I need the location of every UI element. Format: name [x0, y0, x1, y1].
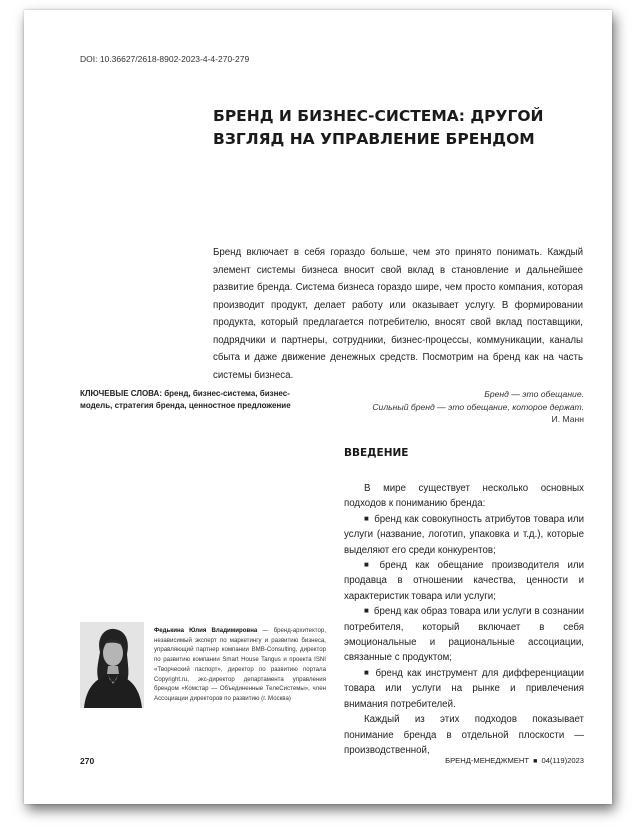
bullet-item: ■ бренд как образ товара или услуги в сознании потребителя, который включает в себя эмоциональные и рациональные ассоциации, связанные с продуктом; — [344, 604, 584, 666]
epigraph — [346, 388, 584, 426]
author-photo — [80, 622, 144, 708]
author-description: — бренд-архитектор, независимый эксперт по маркетингу и развитию бизнеса, управляющий партнер компании BMB-Consulting, директор по развитию компании Smart House Tangus и проекта ISNI «Творческий паспорт», директор по развитию портала Copyright.ru, экс-директор департамента управления брендом «Комстар — Объединенные ТелеСистемы», член Ассоциации директоров по развитию (г. Москва) — [154, 627, 326, 702]
author-portrait-image — [80, 622, 144, 708]
abstract: Бренд включает в себя гораздо больше, чем это принято понимать. Каждый элемент системы бизнеса вносит свой вклад в становление и дальнейшее развитие бренда. Система бизнеса гораздо шире, чем просто компания, которая производит продукт, делает работу или оказывает услугу. В формировании продукта, который предлагается потребителю, вносят свой вклад поставщики, подрядчики и партнеры, сотрудники, бизнес-процессы, коммуникации, каналы сбыта и даже движение денежных средств. Посмотрим на бренд как на часть системы бизнеса. — [213, 247, 583, 381]
article-title: БРЕНД И БИЗНЕС-СИСТЕМА: ДРУГОЙ ВЗГЛЯД НА УПРАВЛЕНИЕ БРЕНДОМ — [213, 107, 544, 148]
journal-issue: 04(119)2023 — [541, 756, 584, 765]
square-separator-icon: ■ — [533, 758, 538, 765]
body-text — [344, 481, 584, 758]
journal-name: БРЕНД-МЕНЕДЖМЕНТ — [445, 756, 529, 765]
bullet-item: ■ бренд как совокупность атрибутов товара или услуги (название, логотип, упаковка и т.д.), которые выделяют его среди конкурентов; — [344, 512, 584, 558]
bullet-item: ■ бренд как инструмент для дифференциации товара или услуги на рынке и привлечения внимания потребителей. — [344, 666, 584, 712]
epigraph-author: И. Манн — [551, 414, 584, 424]
page-number: 270 — [80, 756, 95, 766]
journal-footer — [434, 756, 584, 765]
author-bio — [154, 626, 326, 704]
epigraph-line-1: Бренд — это обещание. — [484, 389, 584, 399]
bullet-item: ■ бренд как обещание производителя или продавца в отношении качества, ценности и характеристик товара или услуги; — [344, 558, 584, 604]
keywords: КЛЮЧЕВЫЕ СЛОВА: бренд, бизнес-система, бизнес-модель, стратегия бренда, ценностное предложение — [80, 389, 291, 410]
body-closing: Каждый из этих подходов показывает понимание бренда в отдельной плоскости — производственной, — [344, 714, 584, 756]
section-heading: ВВЕДЕНИЕ — [344, 447, 409, 459]
epigraph-line-2: Сильный бренд — это обещание, которое держат. — [372, 401, 584, 412]
doi-line: DOI: 10.36627/2618-8902-2023-4-4-270-279 — [80, 54, 250, 64]
body-intro: В мире существует несколько основных подходов к пониманию бренда: — [344, 483, 584, 510]
author-name: Федькина Юлия Владимировна — [154, 627, 258, 634]
journal-page — [24, 10, 612, 804]
